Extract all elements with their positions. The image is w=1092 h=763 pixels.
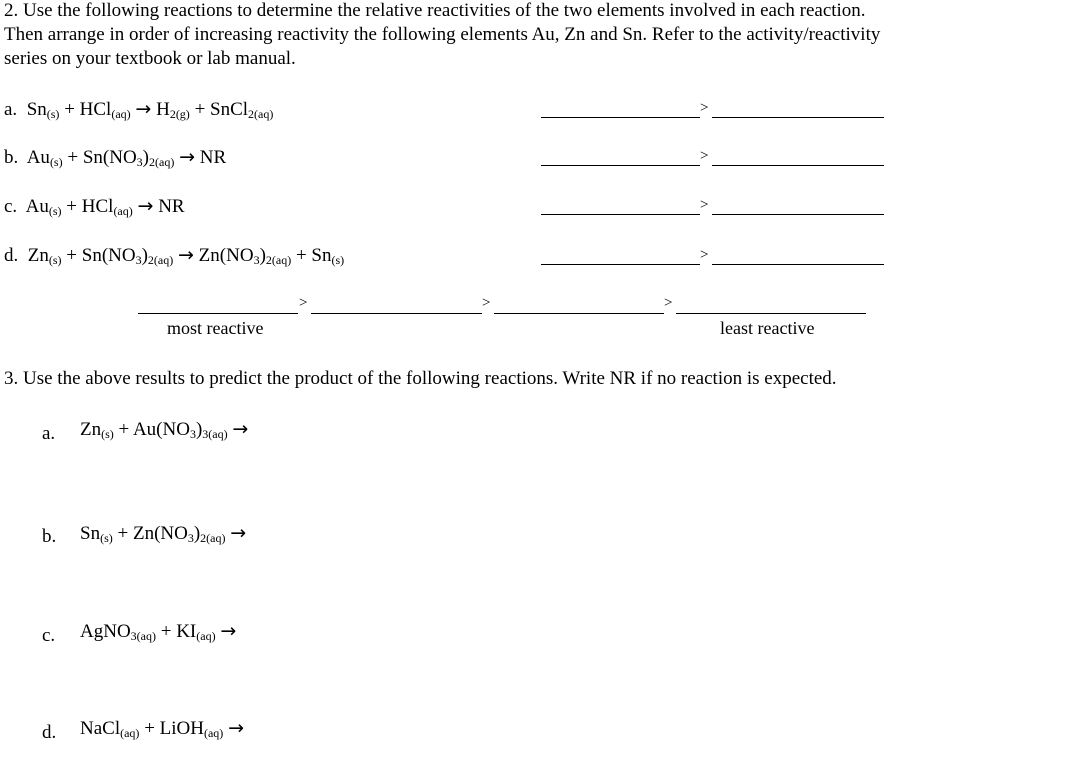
reaction-a-term: + HCl xyxy=(59,99,112,120)
prediction-a-term: ) xyxy=(195,419,203,440)
reaction-d-sub: 3 xyxy=(253,253,260,267)
prediction-b-term: + Zn(NO xyxy=(112,523,188,544)
ranking-compare-1: > xyxy=(299,295,308,311)
reaction-c-sub: (aq) xyxy=(113,204,133,218)
prediction-d-term: NaCl xyxy=(80,718,121,739)
reaction-d-term: + Sn(NO xyxy=(61,245,136,266)
reaction-b-term: NR xyxy=(195,147,227,168)
reaction-b-term: Au xyxy=(26,147,50,168)
reaction-b-term: ) xyxy=(142,147,149,168)
arrow-icon: → xyxy=(137,195,154,217)
reaction-b-sub: (s) xyxy=(49,155,63,169)
prediction-a-letter: a. xyxy=(42,423,56,444)
question2-line3: series on your textbook or lab manual. xyxy=(4,48,296,69)
prediction-c-letter: c. xyxy=(42,625,56,646)
arrow-icon: → xyxy=(135,98,152,120)
answer-blank-c-left[interactable] xyxy=(541,214,700,215)
reaction-d-term: Zn(NO xyxy=(193,245,254,266)
answer-blank-a-left[interactable] xyxy=(541,117,700,118)
reaction-d-term: Zn xyxy=(27,245,49,266)
prediction-c-sub: (aq) xyxy=(196,629,216,643)
prediction-b-term: ) xyxy=(193,523,201,544)
answer-blank-d-left[interactable] xyxy=(541,264,700,265)
most-reactive-label: most reactive xyxy=(167,318,264,338)
ranking-compare-2: > xyxy=(482,295,491,311)
prediction-b-sub: 2(aq) xyxy=(200,531,226,545)
question3-text: 3. Use the above results to predict the product of the following reactions. Write NR if no reaction is expected. xyxy=(4,368,837,389)
arrow-icon: → xyxy=(232,418,249,440)
reaction-a-sub: (s) xyxy=(46,107,60,121)
prediction-b-sub: 3 xyxy=(187,531,194,545)
reaction-c-term: + HCl xyxy=(61,196,114,217)
reaction-d-term: ) xyxy=(259,245,266,266)
reaction-d-sub: 2(aq) xyxy=(147,253,174,267)
answer-blank-b-left[interactable] xyxy=(541,165,700,166)
reaction-b-sub: 2(aq) xyxy=(149,155,175,169)
reaction-d-sub: (s) xyxy=(48,253,62,267)
ranking-blank-2[interactable] xyxy=(311,313,482,314)
arrow-icon: → xyxy=(228,717,244,739)
prediction-a-sub: (s) xyxy=(101,427,114,441)
compare-sign-a: > xyxy=(700,100,709,116)
reaction-d-sub: 2(aq) xyxy=(265,253,292,267)
prediction-d-sub: (aq) xyxy=(203,726,224,740)
prediction-a-sub: 3(aq) xyxy=(202,427,228,441)
question2-line1: 2. Use the following reactions to determine the relative reactivities of the two elements involved in each reaction. xyxy=(4,0,866,21)
reaction-c-letter: c. xyxy=(4,196,18,217)
reaction-d-letter: d. xyxy=(4,245,19,266)
reaction-a xyxy=(4,100,273,119)
reaction-d xyxy=(4,246,344,265)
reaction-b-term: + Sn(NO xyxy=(62,147,137,168)
reaction-a-sub: 2(aq) xyxy=(248,107,274,121)
compare-sign-d: > xyxy=(700,247,709,263)
reaction-a-term: Sn xyxy=(26,99,47,120)
prediction-d-letter: d. xyxy=(42,722,57,743)
prediction-a xyxy=(80,420,248,439)
reaction-d-sub: (s) xyxy=(331,253,345,267)
reaction-c-term: NR xyxy=(153,196,185,217)
arrow-icon: → xyxy=(230,522,247,544)
least-reactive-label: least reactive xyxy=(720,318,815,338)
prediction-b-term: Sn xyxy=(80,523,101,544)
prediction-b-letter: b. xyxy=(42,526,57,547)
reaction-b-letter: b. xyxy=(4,147,19,168)
answer-blank-a-right[interactable] xyxy=(712,117,884,118)
prediction-d xyxy=(80,719,244,738)
prediction-d-term: + LiOH xyxy=(139,718,204,739)
prediction-c-sub: 3(aq) xyxy=(130,629,156,643)
prediction-b-sub: (s) xyxy=(100,531,113,545)
reaction-b xyxy=(4,148,226,167)
reaction-a-term: H xyxy=(151,99,170,120)
arrow-icon: → xyxy=(179,146,195,168)
prediction-d-sub: (aq) xyxy=(120,726,140,740)
arrow-icon: → xyxy=(220,620,237,642)
ranking-compare-3: > xyxy=(664,295,673,311)
question2-line2: Then arrange in order of increasing reactivity the following elements Au, Zn and Sn. Refer to the activity/reactivity xyxy=(4,24,881,45)
reaction-d-term: ) xyxy=(141,245,148,266)
prediction-c-term: AgNO xyxy=(80,621,131,642)
reaction-c xyxy=(4,197,185,216)
ranking-blank-4[interactable] xyxy=(676,313,866,314)
prediction-a-term: + Au(NO xyxy=(113,419,190,440)
answer-blank-b-right[interactable] xyxy=(712,165,884,166)
reaction-d-term: + Sn xyxy=(291,245,332,266)
compare-sign-b: > xyxy=(700,148,709,164)
answer-blank-d-right[interactable] xyxy=(712,264,884,265)
reaction-c-term: Au xyxy=(25,196,49,217)
arrow-icon: → xyxy=(178,244,194,266)
ranking-blank-1[interactable] xyxy=(138,313,298,314)
compare-sign-c: > xyxy=(700,197,709,213)
reaction-d-sub: 3 xyxy=(135,253,142,267)
prediction-b xyxy=(80,524,246,543)
prediction-c-term: + KI xyxy=(156,621,197,642)
answer-blank-c-right[interactable] xyxy=(712,214,884,215)
reaction-a-sub: 2(g) xyxy=(169,107,190,121)
prediction-a-term: Zn xyxy=(80,419,102,440)
ranking-blank-3[interactable] xyxy=(494,313,664,314)
reaction-c-sub: (s) xyxy=(48,204,62,218)
prediction-a-sub: 3 xyxy=(189,427,196,441)
reaction-b-sub: 3 xyxy=(136,155,143,169)
reaction-a-term: + SnCl xyxy=(189,99,249,120)
prediction-c xyxy=(80,622,236,641)
reaction-a-letter: a. xyxy=(4,99,18,120)
reaction-a-sub: (aq) xyxy=(111,107,131,121)
